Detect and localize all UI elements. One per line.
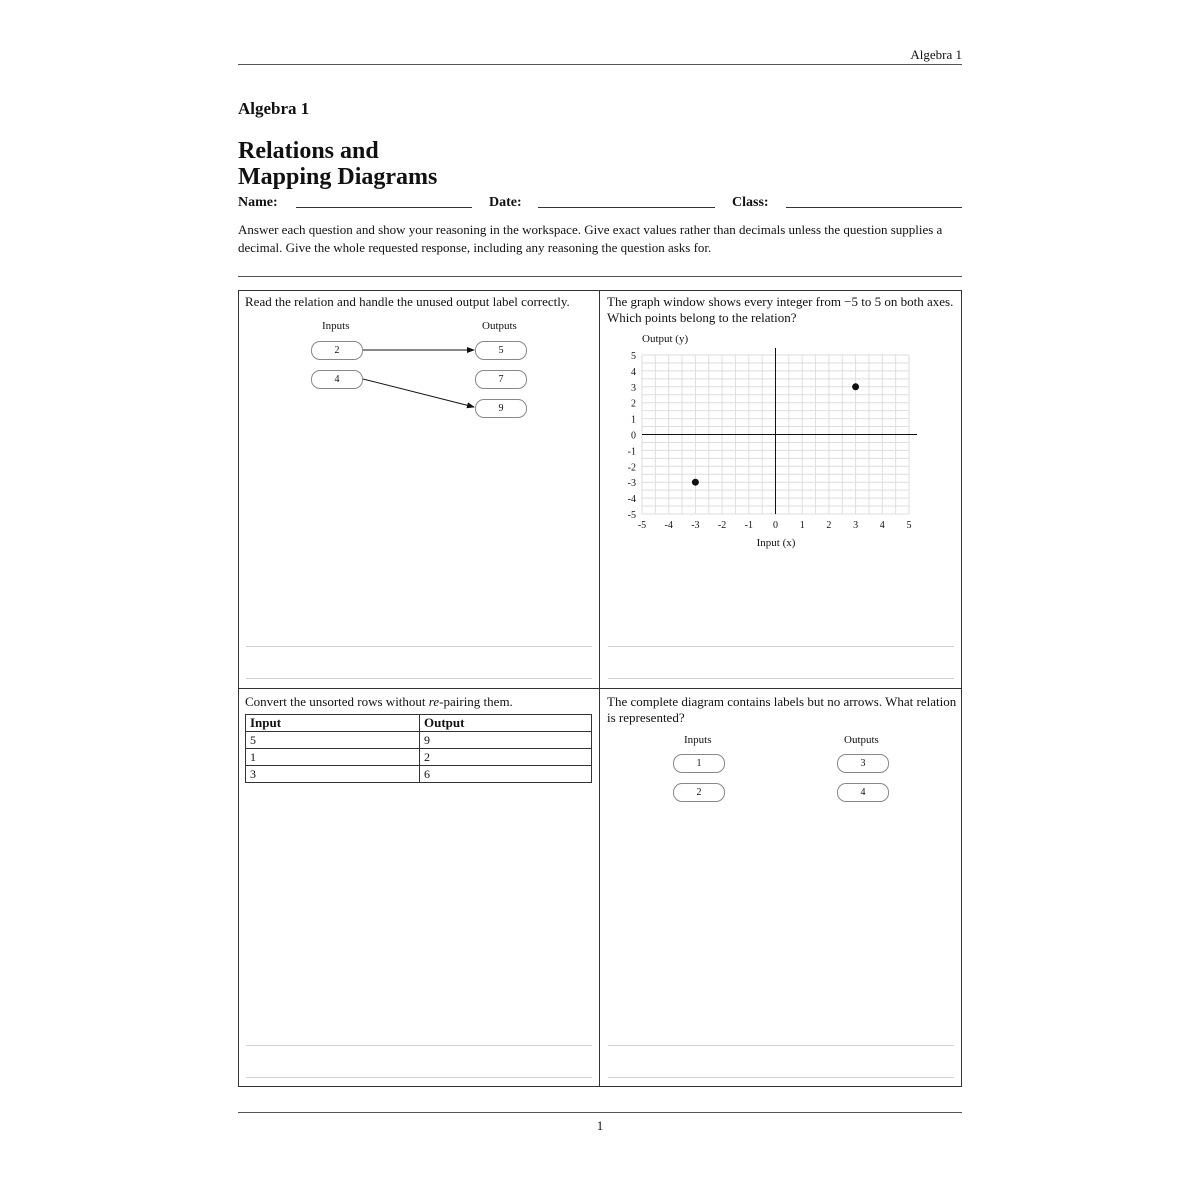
q4-outputs-label: Outputs xyxy=(844,734,879,746)
q2-x-axis-label: Input (x) xyxy=(756,537,796,549)
table-cell: 6 xyxy=(420,766,592,783)
table-cell: 5 xyxy=(246,732,420,749)
y-tick-label: -1 xyxy=(627,446,636,458)
q3-prompt-end: -pairing them. xyxy=(439,694,513,709)
q1-output-node: 7 xyxy=(475,370,527,389)
class-field[interactable] xyxy=(786,207,962,208)
q3-prompt xyxy=(245,694,593,710)
q3-prompt-emphasis: re xyxy=(428,694,440,709)
x-tick-label: 3 xyxy=(853,520,859,531)
q3-answer-line[interactable] xyxy=(246,1077,592,1078)
q4-inputs-label: Inputs xyxy=(684,734,712,746)
table-row xyxy=(246,766,592,783)
x-tick-label: -4 xyxy=(664,520,673,531)
class-label: Class: xyxy=(732,195,769,210)
running-header-course: Algebra 1 xyxy=(910,47,962,62)
table-cell: 2 xyxy=(420,749,592,766)
date-label: Date: xyxy=(489,195,522,210)
grid-horizontal-divider xyxy=(238,688,962,689)
q1-output-node: 5 xyxy=(475,341,527,360)
q1-answer-line[interactable] xyxy=(246,646,592,647)
y-tick-label: -5 xyxy=(627,510,636,521)
subject-heading: Algebra 1 xyxy=(238,99,310,118)
q3-relation-table xyxy=(245,714,592,783)
table-cell: 9 xyxy=(420,732,592,749)
q4-output-node: 4 xyxy=(837,783,889,802)
x-tick-label: 4 xyxy=(879,520,885,531)
data-point xyxy=(692,479,699,486)
q1-inputs-label: Inputs xyxy=(322,320,350,332)
table-header-input: Input xyxy=(246,715,420,732)
q4-prompt: The complete diagram contains labels but no arrows. What relation is represented? xyxy=(607,694,957,725)
q4-answer-line[interactable] xyxy=(608,1077,954,1078)
page-number: 1 xyxy=(596,1118,604,1133)
x-tick-label: -1 xyxy=(744,520,753,531)
q1-arrow-4-to-9 xyxy=(363,379,474,407)
y-tick-label: -4 xyxy=(627,494,636,506)
name-label: Name: xyxy=(238,195,278,210)
date-field[interactable] xyxy=(538,207,715,208)
y-tick-label: 0 xyxy=(631,430,636,442)
table-header-row xyxy=(246,715,592,732)
q3-prompt-start: Convert the unsorted rows without xyxy=(245,694,429,709)
y-tick-label: 5 xyxy=(631,351,636,362)
title-line-2: Mapping Diagrams xyxy=(238,164,438,190)
name-field[interactable] xyxy=(296,207,472,208)
header-rule xyxy=(238,64,962,65)
y-tick-label: -2 xyxy=(627,462,636,474)
data-point xyxy=(852,383,859,390)
q1-outputs-label: Outputs xyxy=(482,320,517,332)
x-tick-label: -5 xyxy=(637,520,647,531)
q4-input-node: 2 xyxy=(673,783,725,802)
x-tick-label: 5 xyxy=(906,520,912,531)
q4-answer-line[interactable] xyxy=(608,1045,954,1046)
y-tick-label: 1 xyxy=(631,414,636,426)
q2-answer-line[interactable] xyxy=(608,678,954,679)
instructions-rule xyxy=(238,276,962,277)
q3-answer-line[interactable] xyxy=(246,1045,592,1046)
x-tick-label: 2 xyxy=(826,520,832,531)
table-cell: 1 xyxy=(246,749,420,766)
q1-prompt: Read the relation and handle the unused output label correctly. xyxy=(245,294,570,309)
x-tick-label: 1 xyxy=(799,520,805,531)
q2-prompt: The graph window shows every integer from −5 to 5 on both axes. Which points belong to the relation? xyxy=(607,294,954,325)
table-row xyxy=(246,732,592,749)
x-tick-label: -2 xyxy=(717,520,727,531)
title-line-1: Relations and xyxy=(238,138,379,164)
q2-y-axis-label: Output (y) xyxy=(642,333,689,345)
worksheet-title xyxy=(238,138,638,190)
footer-rule xyxy=(238,1112,962,1113)
q1-output-node: 9 xyxy=(475,399,527,418)
q1-input-node: 2 xyxy=(311,341,363,360)
q4-input-node: 1 xyxy=(673,754,725,773)
table-header-output: Output xyxy=(420,715,592,732)
table-row xyxy=(246,749,592,766)
q2-answer-line[interactable] xyxy=(608,646,954,647)
instructions-text: Answer each question and show your reasoning in the workspace. Give exact values rather than decimals unless the question supplies a decimal. Give the whole requested response, including any reasoning the question asks for. xyxy=(238,222,943,255)
table-cell: 3 xyxy=(246,766,420,783)
y-tick-label: -3 xyxy=(627,478,636,490)
x-tick-label: 0 xyxy=(773,520,778,531)
y-tick-label: 4 xyxy=(631,366,636,378)
y-tick-label: 2 xyxy=(631,398,636,410)
q1-input-node: 4 xyxy=(311,370,363,389)
q1-answer-line[interactable] xyxy=(246,678,592,679)
q4-output-node: 3 xyxy=(837,754,889,773)
x-tick-label: -3 xyxy=(691,520,700,531)
y-tick-label: 3 xyxy=(631,382,636,394)
q2-coordinate-graph xyxy=(600,340,960,555)
q1-mapping-arrows xyxy=(238,330,598,430)
